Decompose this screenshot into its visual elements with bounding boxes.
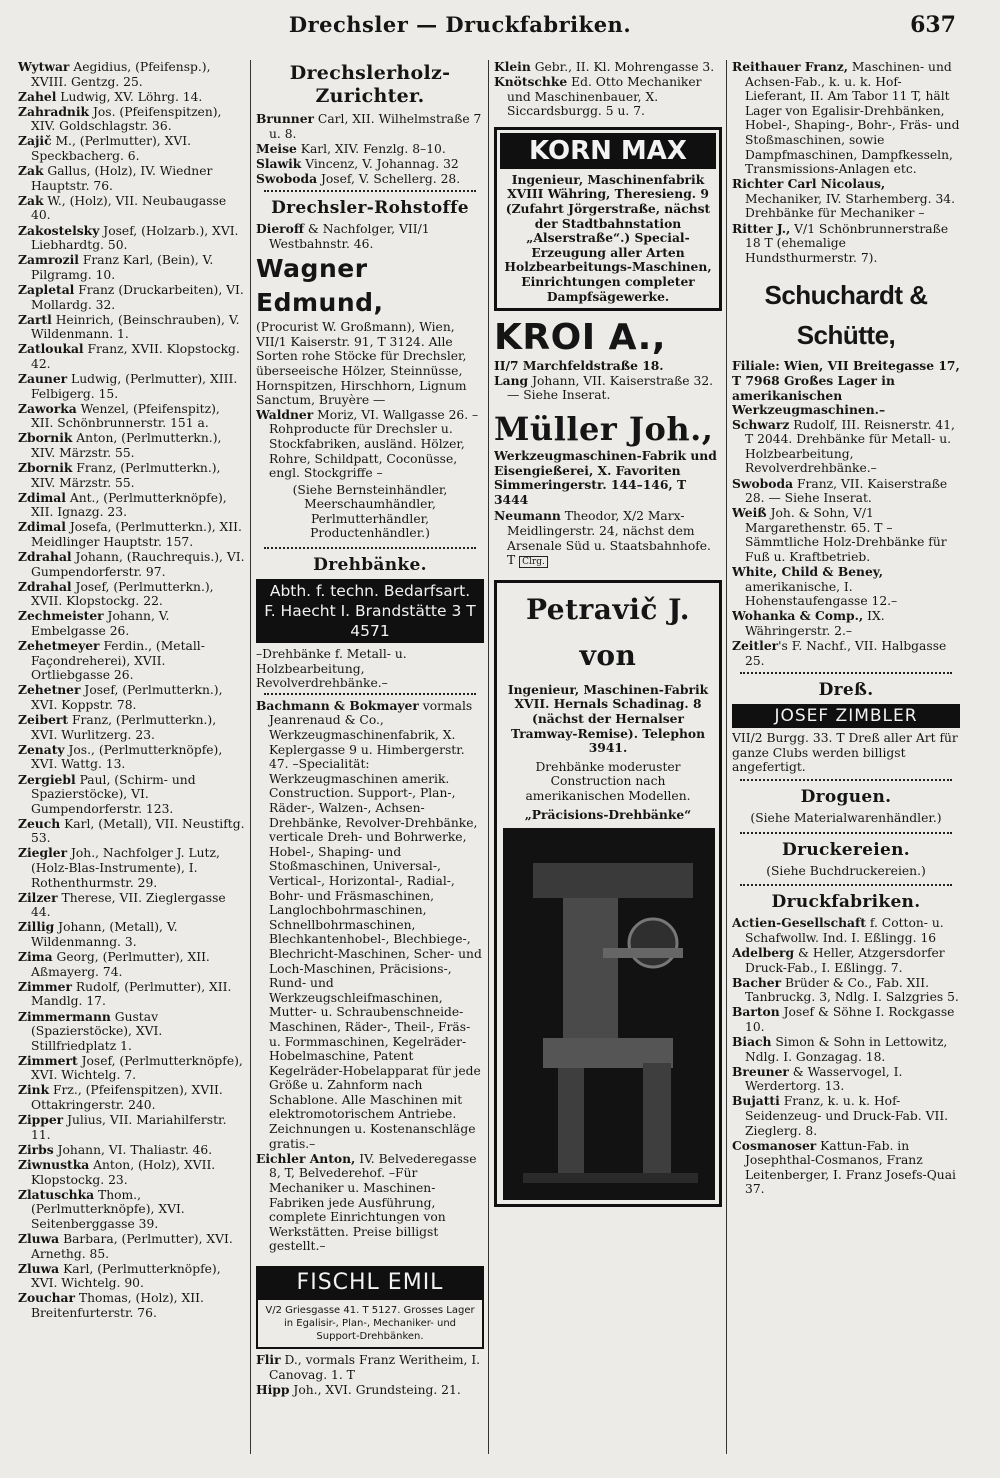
entry-details: Josef, V. Schellerg. 28. <box>317 171 461 186</box>
entry-name: Zilzer <box>18 889 58 905</box>
entry-details: Josef, (Holzarb.), XVI. Liebhardtg. 50. <box>31 223 239 253</box>
directory-entry <box>18 342 246 371</box>
entry-details: Julius, VII. Mariahilferstr. 11. <box>31 1113 227 1142</box>
entry-name: Zajič <box>18 133 52 149</box>
directory-entry <box>732 609 960 638</box>
entry-details: Franz, VII. Kaiserstraße 28. — Siehe Inserat. <box>745 476 948 506</box>
entry-details: 's F. Nachf., VII. Halbgasse 25. <box>745 639 947 668</box>
directory-entry <box>732 916 960 945</box>
section-heading: Druckereien. <box>782 839 910 860</box>
entry-name: Bachmann & Bokmayer <box>256 697 419 713</box>
column-divider <box>488 60 489 1454</box>
entry-details: Ludwig, XV. Löhrg. 14. <box>56 89 203 104</box>
entry-name: Schwarz <box>732 416 790 432</box>
muller-advert-name: Müller Joh., <box>494 410 714 448</box>
entry-details: & Heller, Atzgersdorfer Druck-Fab., I. Eßlingg. 7. <box>745 945 945 975</box>
directory-entry <box>18 1143 246 1158</box>
directory-entry <box>732 1005 960 1034</box>
directory-entry <box>18 461 246 490</box>
directory-entry <box>732 1094 960 1138</box>
petravic-advert-name: Petravič J. von <box>526 592 690 672</box>
entry-details: Mechaniker, IV. Starhemberg. 34. Drehbänke für Mechaniker – <box>745 191 956 221</box>
entry-details: Josef & Söhne I. Rockgasse 10. <box>745 1005 955 1034</box>
entry-name: Zluwa <box>18 1230 60 1246</box>
entry-details: Franz (Druckarbeiten), VI. Mollardg. 32. <box>31 282 244 312</box>
directory-entry <box>18 891 246 920</box>
entry-details: Simon & Sohn in Lettowitz, Ndlg. I. Gonzagag. 18. <box>745 1035 948 1064</box>
directory-entry <box>18 743 246 772</box>
entry-name: Zink <box>18 1082 50 1098</box>
entry-name: Zimmermann <box>18 1008 111 1024</box>
entry-name: Zdimal <box>18 519 66 535</box>
directory-entry <box>732 639 960 668</box>
entry-details: Moriz, VI. Wallgasse 26. –Rohproducte für Drechsler u. Stockfabriken, ausländ. Hölzer, Rohre, Schildpatt, Coconüsse, engl. Stockgriffe – <box>269 407 479 481</box>
entry-details: & Nachfolger, VII/1 Westbahnstr. 46. <box>269 222 430 252</box>
entry-details: Anton, (Holz), XVII. Klopstockg. 23. <box>31 1157 216 1187</box>
entry-details: Frz., (Pfeifenspitzen), XVII. Ottakringerstr. 240. <box>31 1083 223 1113</box>
entry-details: Franz, k. u. k. Hof-Seidenzeug- und Druck-Fab. VII. Zieglerg. 8. <box>745 1094 949 1138</box>
directory-entry <box>256 1353 484 1382</box>
entry-name: Bujatti <box>732 1093 780 1109</box>
entry-details: Karl, XIV. Fenzlg. 8–10. <box>296 141 446 156</box>
entry-name: Zeibert <box>18 712 69 728</box>
entry-details: vormals Jeanrenaud & Co., Werkzeugmaschinenfabrik, X. Keplergasse 9 u. Himbergerstr. 47. –Specialität: Werkzeugmaschinen amerik. Construction. Support-, Plan-, Räder-, Walzen-, Achsen-Drehbänke, Revolver-Drehbänke, verticale Dreh- und Bohrwerke, Hobel-, Shaping- und Stoßmaschinen, Universal-, Vertical-, Horizontal-, Radial-, Bohr- und Fräsmaschinen, Langlochbohrmaschinen, Schnellbohrmaschinen, Blechkantenhobel-, Blechbiege-, Blechricht-Maschinen, Scher- und Loch-Maschinen, Präcisions-, Rund- und Werkzeugschleifmaschinen, Mutter- u. Schraubenschneide-Maschinen, Räder-, Theil-, Fräs- u. Formmaschinen, Kegelräder-Hobelmaschine, Patent Kegelräder-Hobelapparat für jede Größe u. Zahnform nach Schablone. Alle Maschinen mit elektromotorischem Antriebe. Zeichnungen u. Kostenanschläge gratis.– <box>269 698 482 1151</box>
entry-details: M., (Perlmutter), XVI. Speckbacherg. 6. <box>31 134 192 164</box>
entry-name: Meise <box>256 140 297 156</box>
entry-details: Franz, (Perlmutterkn.), XVI. Wurlitzerg. 23. <box>31 713 217 742</box>
directory-entry <box>18 105 246 134</box>
directory-entry <box>18 224 246 253</box>
directory-entry <box>18 90 246 105</box>
petravic-advert-text-2: Drehbänke moderuster Construction nach amerikanischen Modellen. <box>525 759 691 803</box>
directory-entry <box>18 1158 246 1187</box>
entry-name: Zbornik <box>18 460 73 476</box>
entry-name: Zapletal <box>18 281 75 297</box>
entry-details: Paul, (Schirm- und Spazierstöcke), VI. Gumpendorferstr. 123. <box>31 772 196 816</box>
directory-entry <box>18 1262 246 1291</box>
entry-details: & Wasservogel, I. Werdertorg. 13. <box>745 1064 903 1094</box>
entry-details: Georg, (Perlmutter), XII. Aßmayerg. 74. <box>31 950 210 979</box>
directory-entry <box>18 817 246 846</box>
section-heading: Druckfabriken. <box>771 892 921 913</box>
entry-name: Adelberg <box>732 944 795 960</box>
entry-name: Zdrahal <box>18 578 72 594</box>
entry-name: Zakostelsky <box>18 222 100 238</box>
directory-entry <box>256 172 484 187</box>
entry-details: Franz Karl, (Bein), V. Pilgramg. 10. <box>31 253 214 282</box>
directory-entry <box>18 683 246 712</box>
directory-entry <box>18 253 246 282</box>
directory-entry <box>18 980 246 1009</box>
page-number: 637 <box>910 12 956 38</box>
column-divider <box>250 60 251 1454</box>
directory-entry <box>18 60 246 89</box>
entry-details: Ant., (Perlmutterknöpfe), XII. Ignazg. 23. <box>31 490 227 520</box>
directory-entry <box>494 75 722 119</box>
petravic-advert <box>494 580 722 1207</box>
divider <box>740 832 952 834</box>
directory-entry <box>18 520 246 549</box>
entry-details: Ed. Otto Mechaniker und Maschinenbauer, X. Siccardsburgg. 5 u. 7. <box>507 75 702 119</box>
entry-name: Zipper <box>18 1112 64 1128</box>
entry-details: Johann, VII. Kaiserstraße 32. — Siehe Inserat. <box>507 373 714 403</box>
entry-details: Johann, (Rauchrequis.), VI. Gumpendorferstr. 97. <box>31 550 245 579</box>
entry-details: Gebr., II. Kl. Mohrengasse 3. <box>530 60 715 74</box>
page-header <box>0 14 1000 50</box>
entry-details: Joh., Nachfolger J. Lutz, (Holz-Blas-Instrumente), I. Rothenthurmstr. 29. <box>31 846 220 890</box>
entry-details: Rudolf, (Perlmutter), XII. Mandlg. 17. <box>31 979 232 1009</box>
entry-name: Zlatuschka <box>18 1186 95 1202</box>
section-heading: Drehbänke. <box>313 555 427 576</box>
entry-name: White, Child & Beney, <box>732 564 884 580</box>
entry-name: Neumann <box>494 508 561 524</box>
entry-details: Karl, (Metall), VII. Neustiftg. 53. <box>31 816 245 846</box>
kroi-advert-text: II/7 Marchfeldstraße 18. <box>494 358 664 374</box>
entry-name: Knötschke <box>494 74 568 90</box>
section-heading: Drechsler-Rohstoffe <box>271 198 469 219</box>
see-note: (Siehe Bernsteinhändler, Meerschaumhändler, Perlmutterhändler, Productenhändler.) <box>292 482 448 541</box>
directory-entry <box>18 639 246 683</box>
directory-entry <box>256 222 484 251</box>
entry-details: Josef, (Perlmutterkn.), XVI. Koppstr. 78. <box>31 683 223 713</box>
directory-entry <box>732 946 960 975</box>
entry-name: Cosmanoser <box>732 1137 817 1153</box>
directory-entry <box>732 177 960 221</box>
entry-name: Barton <box>732 1004 780 1020</box>
entry-name: Wohanka & Comp., <box>732 608 864 624</box>
entry-name: Dieroff <box>256 221 304 237</box>
entry-name: Zahradnik <box>18 103 90 119</box>
directory-entry <box>18 372 246 401</box>
entry-details: Thomas, (Holz), XII. Breitenfurterstr. 76. <box>31 1291 204 1320</box>
wagner-advert-text: (Procurist W. Großmann), Wien, VII/1 Kaiserstr. 91, T 3124. Alle Sorten rohe Stöcke für Drechsler, überseeische Hölzer, Steinnüsse, Hornspitzen, Hirschhorn, Lignum Sanctum, Bruyère — <box>256 320 467 408</box>
entry-name: Zartl <box>18 311 52 327</box>
entry-details: Ludwig, (Perlmutter), XIII. Felbigerg. 15. <box>31 371 238 401</box>
entry-name: Zirbs <box>18 1141 54 1157</box>
entry-details: Thom., (Perlmutterknöpfe), XVI. Seitenberggasse 39. <box>31 1187 185 1231</box>
entry-name: Slawik <box>256 155 302 171</box>
entry-details: Maschinen- und Achsen-Fab., k. u. k. Hof-Lieferant, II. Am Tabor 11 T, hält Lager von Egalisir-Drehbänken, Hobel-, Shaping-, Bohr-, Fräs- und Stoßmaschinen, sowie Dampfmaschinen, Dampfkesseln, Transmissions-Anlagen etc. <box>745 60 960 177</box>
directory-entry <box>256 699 484 1151</box>
directory-entry <box>256 157 484 172</box>
entry-name: Ziwnustka <box>18 1156 90 1172</box>
directory-entry <box>18 1188 246 1232</box>
entry-name: Zillig <box>18 919 55 935</box>
directory-entry <box>18 1054 246 1083</box>
entry-name: Zauner <box>18 370 68 386</box>
entry-details: Johann, (Metall), V. Wildenmanng. 3. <box>31 920 178 950</box>
divider <box>740 779 952 781</box>
entry-details: Johann, VI. Thaliastr. 46. <box>53 1142 213 1157</box>
entry-name: Zaworka <box>18 400 77 416</box>
directory-entry <box>18 402 246 431</box>
entry-name: Klein <box>494 60 531 74</box>
entry-name: Zdrahal <box>18 549 72 565</box>
directory-entry <box>18 313 246 342</box>
entry-name: Zdimal <box>18 489 66 505</box>
entry-name: Zima <box>18 949 53 965</box>
directory-entry <box>18 134 246 163</box>
kroi-advert-name: KROI A., <box>494 317 667 359</box>
directory-entry <box>732 222 960 266</box>
directory-entry <box>18 609 246 638</box>
entry-details: IV. Belvederegasse 8, T, Belvederehof. –Für Mechaniker u. Maschinen-Fabriken jede Ausführung, complete Einrichtungen von Werkstätten. Preise billigst gestellt.– <box>269 1151 477 1254</box>
schuchardt-advert-text: Filiale: Wien, VII Breitegasse 17, T 7968 Großes Lager in amerikanischen Werkzeugmaschinen.– <box>732 358 960 418</box>
haecht-advert-text: –Drehbänke f. Metall- u. Holzbearbeitung, Revolverdrehbänke.– <box>256 647 407 691</box>
directory-entry <box>18 950 246 979</box>
column-1 <box>18 60 246 1458</box>
petravic-advert-slogan: „Präcisions-Drehbänke“ <box>524 806 692 822</box>
directory-entry <box>18 773 246 817</box>
entry-details: Barbara, (Perlmutter), XVI. Arnethg. 85. <box>31 1231 233 1261</box>
divider <box>264 547 476 549</box>
entry-details: Franz, XVII. Klopstockg. 42. <box>31 342 240 371</box>
directory-entry <box>732 506 960 564</box>
entry-name: Biach <box>732 1034 772 1049</box>
see-note: (Siehe Buchdruckereien.) <box>766 863 926 878</box>
divider <box>264 190 476 192</box>
entry-details: amerikanische, I. Hohenstaufengasse 12.– <box>745 579 898 609</box>
divider <box>740 672 952 674</box>
entry-details: Josefa, (Perlmutterkn.), XII. Meidlinger Hauptstr. 157. <box>31 520 242 549</box>
directory-entry <box>18 164 246 193</box>
muller-advert-text: Werkzeugmaschinen-Fabrik und Eisengießerei, X. Favoriten Simmeringerstr. 144–146, T 3444 <box>494 448 717 507</box>
entry-details: Franz, (Perlmutterkn.), XIV. Märzstr. 55. <box>31 461 221 490</box>
directory-entry <box>18 491 246 520</box>
entry-details: Gallus, (Holz), IV. Wiedner Hauptstr. 76. <box>31 164 213 193</box>
entry-details: Jos., (Perlmutterknöpfe), XVI. Wattg. 13. <box>31 742 223 772</box>
directory-entry <box>256 112 484 141</box>
entry-name: Zatloukal <box>18 341 84 357</box>
directory-entry <box>494 509 722 569</box>
entry-name: Swoboda <box>732 475 794 491</box>
directory-entry <box>494 60 722 75</box>
page-title: Drechsler — Druckfabriken. <box>288 12 632 37</box>
directory-entry <box>18 1113 246 1142</box>
entry-details: Josef, (Perlmutterkn.), XVII. Klopstockg. 22. <box>31 579 214 609</box>
lathe-image <box>503 828 715 1200</box>
directory-entry <box>732 1065 960 1094</box>
column-3 <box>494 60 722 1458</box>
zimbler-advert-name: JOSEF ZIMBLER <box>732 704 960 728</box>
directory-entry <box>18 1232 246 1261</box>
directory-entry <box>494 374 722 403</box>
entry-details: Gustav (Spazierstöcke), XVI. Stillfriedplatz 1. <box>31 1009 163 1053</box>
entry-name: Richter Carl Nicolaus, <box>732 176 886 192</box>
directory-entry <box>18 283 246 312</box>
entry-details: Johann, V. Embelgasse 26. <box>31 609 170 639</box>
directory-entry <box>732 976 960 1005</box>
column-4 <box>732 60 960 1458</box>
entry-details: Joh. & Sohn, V/1 Margarethenstr. 65. T –Sämmtliche Holz-Drehbänke für Fuß u. Kraftbetrieb. <box>745 506 947 565</box>
divider <box>264 693 476 695</box>
directory-entry <box>18 713 246 742</box>
directory-entry <box>18 920 246 949</box>
fischl-advert-name: FISCHL EMIL <box>256 1266 484 1300</box>
directory-entry <box>18 194 246 223</box>
entry-details: W., (Holz), VII. Neubaugasse 40. <box>31 193 227 223</box>
directory-entry <box>256 1383 484 1398</box>
directory-entry <box>732 60 960 177</box>
haecht-advert-line1: Abth. f. techn. Bedarfsart. <box>269 582 471 601</box>
entry-details: Therese, VII. Zieglergasse 44. <box>31 890 226 920</box>
entry-name: Zamrozil <box>18 252 79 268</box>
directory-entry <box>256 142 484 157</box>
entry-name: Zak <box>18 163 44 179</box>
entry-name: Breuner <box>732 1063 789 1079</box>
directory-entry <box>732 477 960 506</box>
directory-entry <box>732 1035 960 1064</box>
fischl-advert-text: V/2 Griesgasse 41. T 5127. Grosses Lager in Egalisir-, Plan-, Mechaniker- und Support-Drehbänken. <box>256 1300 484 1349</box>
haecht-advert-line2: F. Haecht I. Brandstätte 3 T 4571 <box>264 602 476 641</box>
entry-name: Eichler Anton, <box>256 1150 356 1166</box>
directory-entry <box>18 580 246 609</box>
section-heading: Droguen. <box>800 787 892 808</box>
entry-details: D., vormals Franz Weritheim, I. Canovag. 1. T <box>269 1352 481 1382</box>
directory-entry <box>18 1291 246 1320</box>
entry-name: Brunner <box>256 111 314 126</box>
entry-name: Wytwar <box>18 60 70 74</box>
section-heading: Drechslerholz-Zurichter. <box>289 62 451 107</box>
entry-name: Waldner <box>256 406 314 422</box>
directory-entry <box>256 1152 484 1254</box>
entry-name: Hipp <box>256 1381 290 1397</box>
column-divider <box>726 60 727 1454</box>
entry-name: Zeuch <box>18 815 61 831</box>
entry-details: Vincenz, V. Johannag. 32 <box>301 156 459 171</box>
entry-details: Kattun-Fab. in Josephthal-Cosmanos, Franz Leitenberger, I. Franz Josefs-Quai 37. <box>745 1138 956 1197</box>
schuchardt-advert-name: Schuchardt & Schütte, <box>764 280 928 351</box>
korn-advert <box>494 127 722 311</box>
entry-details: Wenzel, (Pfeifenspitz), XII. Schönbrunnerstr. 151 a. <box>31 401 220 431</box>
lathe-illustration <box>503 828 715 1200</box>
section-heading: Dreß. <box>818 680 874 701</box>
entry-name: Lang <box>494 372 529 388</box>
entry-details: Anton, (Perlmutterkn.), XIV. Märzstr. 55. <box>31 431 222 460</box>
entry-details: Theodor, X/2 Marx-Meidlingerstr. 24, nächst dem Arsenale Süd u. Staatsbahnhofe. T <box>507 509 711 568</box>
entry-details: Jos. (Pfeifenspitzen), XIV. Goldschlagstr. 36. <box>31 104 222 134</box>
haecht-advert <box>256 579 484 643</box>
directory-entry <box>256 408 484 481</box>
entry-name: Zluwa <box>18 1260 60 1276</box>
directory-entry <box>18 846 246 890</box>
entry-details: V/1 Schönbrunnerstraße 18 T (ehemalige Hundsthurmerstr. 7). <box>745 221 949 265</box>
entry-name: Bacher <box>732 974 782 990</box>
petravic-advert-text: Ingenieur, Maschinen-Fabrik XVII. Hernals Schadinag. 8 (nächst der Hernalser Tramway-Remise). Telephon 3941. <box>507 681 709 756</box>
clearing-badge: Clrg. <box>519 556 548 568</box>
entry-details: Carl, XII. Wilhelmstraße 7 u. 8. <box>269 112 482 141</box>
entry-name: Zimmert <box>18 1052 78 1068</box>
entry-details: Josef, (Perlmutterknöpfe), XVI. Wichtelg. 7. <box>31 1053 243 1083</box>
entry-details: Heinrich, (Beinschrauben), V. Wildenmann. 1. <box>31 312 240 342</box>
entry-name: Swoboda <box>256 170 318 186</box>
directory-entry <box>18 1010 246 1054</box>
entry-name: Zimmer <box>18 978 72 994</box>
korn-advert-name: KORN MAX <box>500 133 716 169</box>
entry-name: Zbornik <box>18 430 73 446</box>
entry-name: Flir <box>256 1351 281 1367</box>
entry-details: Ferdin., (Metall-Façondreherei), XVII. Ortliebgasse 26. <box>31 639 205 683</box>
entry-details: Joh., XVI. Grundsteing. 21. <box>289 1382 461 1397</box>
entry-name: Zouchar <box>18 1290 75 1306</box>
entry-details: f. Cotton- u. Schafwollw. Ind. I. Eßlingg. 16 <box>745 916 944 945</box>
entry-name: Ritter J., <box>732 220 791 236</box>
see-note: (Siehe Materialwarenhändler.) <box>750 811 942 826</box>
entry-name: Zenaty <box>18 741 65 757</box>
korn-advert-text: Ingenieur, Maschinenfabrik XVIII Währing, Theresieng. 9 (Zufahrt Jörgerstraße, nächst der Stadtbahnstation „Alserstraße“.) Special-Erzeugung aller Arten Holzbearbeitungs-Maschinen, Einrichtungen completer Dampfsägewerke. <box>504 171 712 304</box>
zimbler-advert-text: VII/2 Burgg. 33. T Dreß aller Art für ganze Clubs werden billigst angefertigt. <box>732 731 958 775</box>
entry-name: Zehetmeyer <box>18 638 100 654</box>
directory-entry <box>732 418 960 476</box>
entry-name: Zechmeister <box>18 608 104 624</box>
entry-name: Zahel <box>18 88 57 104</box>
directory-entry <box>18 431 246 460</box>
entry-name: Zeitler <box>732 638 779 654</box>
entry-name: Actien-Gesellschaft <box>732 915 866 931</box>
entry-name: Ziegler <box>18 845 68 861</box>
entry-details: IX. Währingerstr. 2.– <box>745 609 885 638</box>
entry-name: Zak <box>18 192 44 208</box>
wagner-advert-name: Wagner Edmund, <box>256 254 384 318</box>
divider <box>740 884 952 886</box>
directory-entry <box>732 565 960 609</box>
column-2 <box>256 60 484 1458</box>
entry-details: Aegidius, (Pfeifensp.), XVIII. Gentzg. 25. <box>31 60 211 89</box>
entry-name: Weiß <box>732 505 767 521</box>
directory-entry <box>732 1139 960 1197</box>
entry-name: Reithauer Franz, <box>732 60 848 74</box>
entry-details: Brüder & Co., Fab. XII. Tanbruckg. 3, Ndlg. I. Salzgries 5. <box>745 975 959 1005</box>
directory-entry <box>18 550 246 579</box>
entry-details: Rudolf, III. Reisnerstr. 41, T 2044. Drehbänke für Metall- u. Holzbearbeitung, Revolverdrehbänke.– <box>745 417 955 476</box>
entry-name: Zehetner <box>18 682 81 698</box>
entry-details: Karl, (Perlmutterknöpfe), XVI. Wichtelg. 90. <box>31 1261 221 1291</box>
directory-entry <box>18 1083 246 1112</box>
entry-name: Zergiebl <box>18 771 76 787</box>
